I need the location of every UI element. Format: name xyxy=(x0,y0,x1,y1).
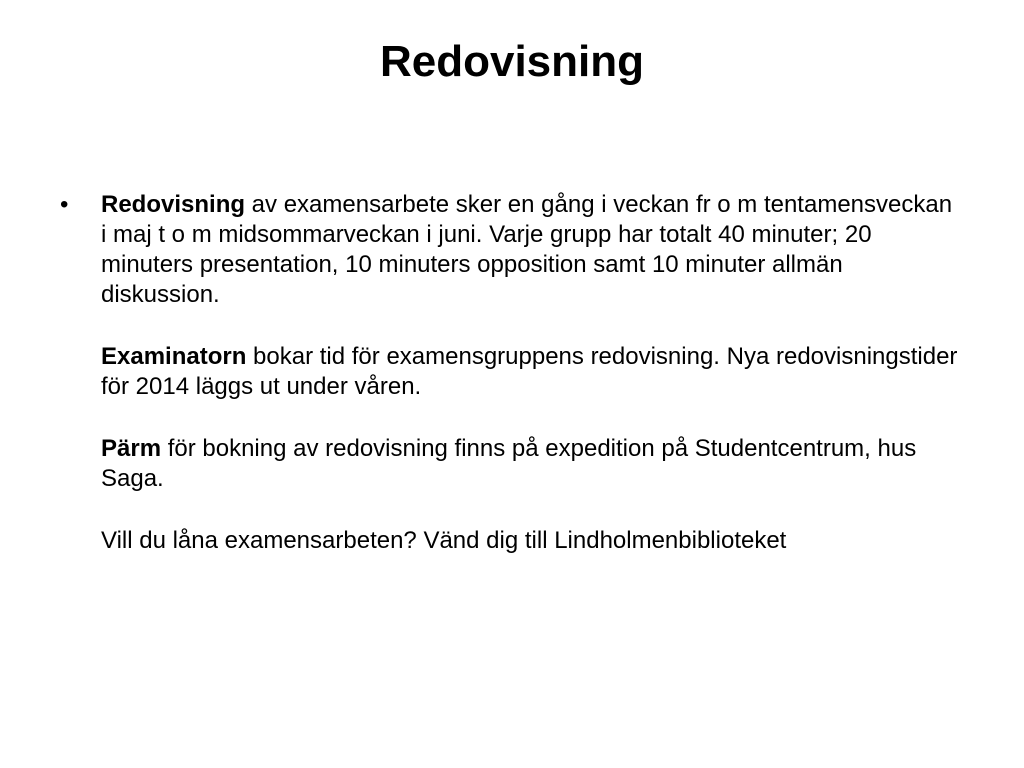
bullet-item xyxy=(60,190,960,556)
paragraph-text: Vill du låna examensarbeten? Vänd dig till Lindholmenbiblioteket xyxy=(101,527,787,554)
paragraph-text: bokar tid för examensgruppens redovisning. Nya redovisningstider för 2014 läggs ut under våren. xyxy=(101,343,958,400)
paragraph-redovisning xyxy=(101,190,960,310)
keyword-redovisning: Redovisning xyxy=(101,191,246,218)
slide-title: Redovisning xyxy=(379,37,645,86)
paragraph-text: av examensarbete sker en gång i veckan fr o m tentamensveckan i maj t o m midsommarveckan i juni. Varje grupp har totalt 40 minuter; 20 minuters presentation, 10 minuters opposition samt 10 minuter allmän diskussion. xyxy=(101,191,953,308)
bullet-icon: • xyxy=(60,191,69,218)
paragraph-text: för bokning av redovisning finns på expedition på Studentcentrum, hus Saga. xyxy=(101,435,917,492)
paragraph-parm xyxy=(101,434,960,494)
keyword-examinatorn: Examinatorn xyxy=(101,343,247,370)
keyword-parm: Pärm xyxy=(101,435,162,462)
paragraph-bibliotek xyxy=(101,526,960,556)
slide-body xyxy=(60,190,960,556)
paragraph-examinatorn xyxy=(101,342,960,402)
bullet-content xyxy=(101,190,960,556)
